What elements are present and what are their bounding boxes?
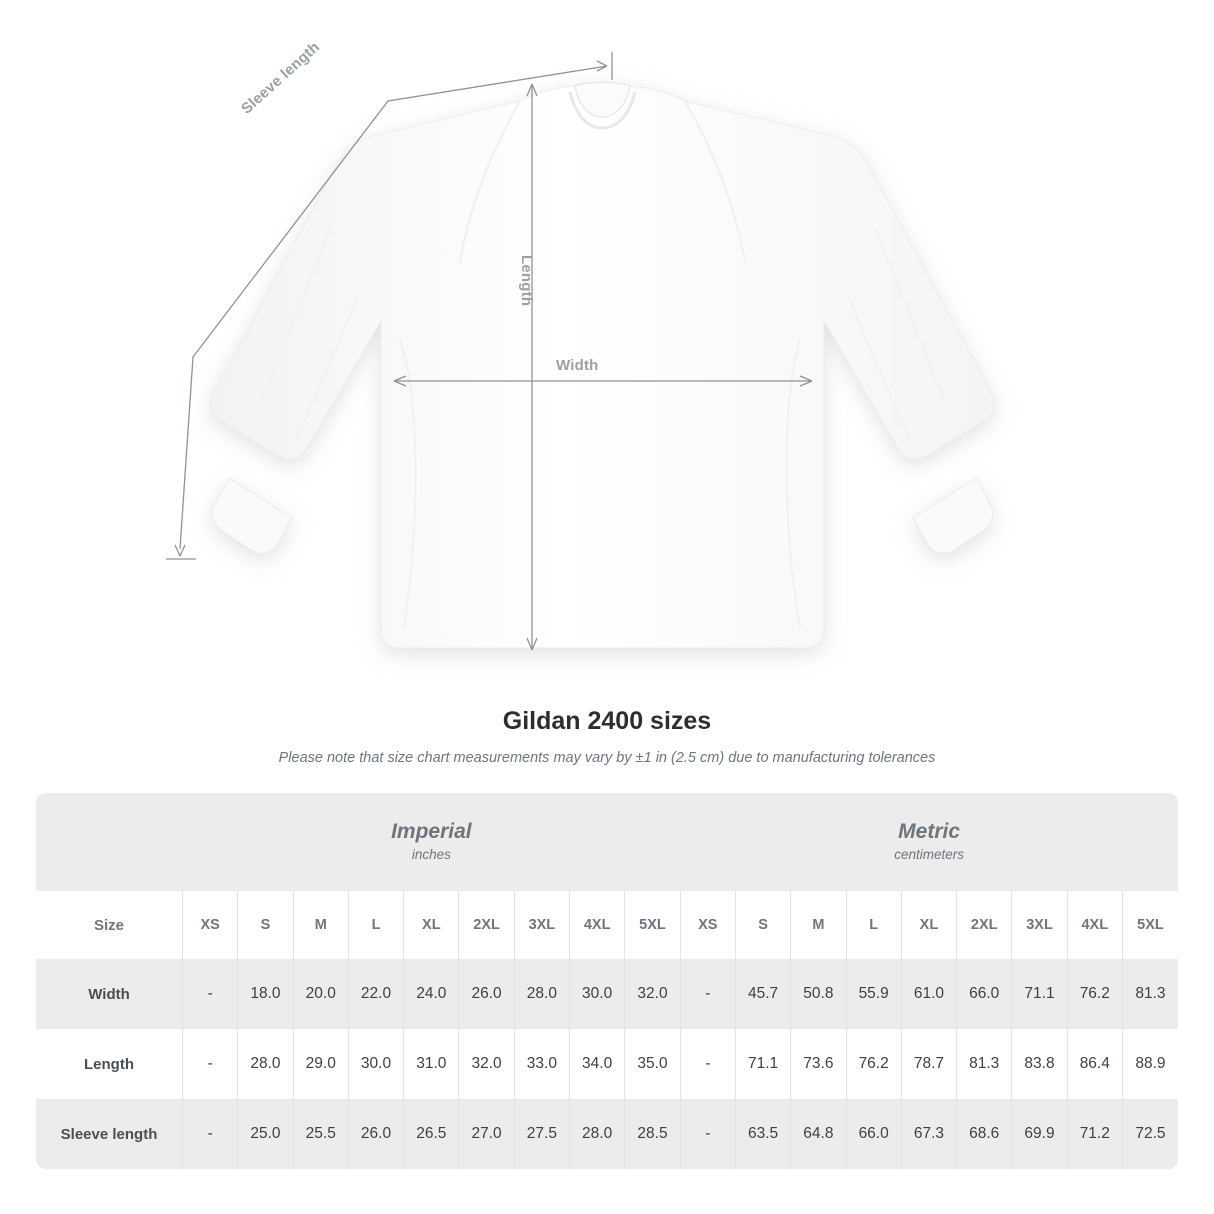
size-header-imperial-xl: XL (404, 891, 459, 959)
sleeve-length-label: Sleeve length (238, 38, 324, 118)
cell-width-metric-xl: 61.0 (901, 959, 956, 1029)
cell-sleeve-imperial-l: 26.0 (348, 1099, 403, 1169)
cell-width-metric-m: 50.8 (791, 959, 846, 1029)
size-header-imperial-3xl: 3XL (514, 891, 569, 959)
cell-length-imperial-4xl: 34.0 (570, 1029, 625, 1099)
size-header-imperial-s: S (238, 891, 293, 959)
title-block (0, 705, 1214, 767)
cell-width-imperial-5xl: 32.0 (625, 959, 680, 1029)
cell-sleeve-metric-xl: 67.3 (901, 1099, 956, 1169)
size-header-metric-xl: XL (901, 891, 956, 959)
cell-length-imperial-xs: - (183, 1029, 238, 1099)
unit-imperial-sub: inches (411, 847, 451, 862)
row-label-length: Length (36, 1029, 183, 1099)
unit-metric-name: Metric (898, 820, 961, 843)
cell-length-metric-m: 73.6 (791, 1029, 846, 1099)
size-header-metric-l: L (846, 891, 901, 959)
size-header-imperial-m: M (293, 891, 348, 959)
size-chart-table (36, 793, 1178, 1169)
cell-sleeve-imperial-m: 25.5 (293, 1099, 348, 1169)
unit-imperial-cell (183, 793, 681, 891)
unit-metric-cell (680, 793, 1178, 891)
cell-width-metric-4xl: 76.2 (1067, 959, 1122, 1029)
cell-width-metric-3xl: 71.1 (1012, 959, 1067, 1029)
cell-length-imperial-2xl: 32.0 (459, 1029, 514, 1099)
cell-sleeve-imperial-5xl: 28.5 (625, 1099, 680, 1169)
cell-sleeve-imperial-3xl: 27.5 (514, 1099, 569, 1169)
cell-length-metric-4xl: 86.4 (1067, 1029, 1122, 1099)
cell-length-metric-xl: 78.7 (901, 1029, 956, 1099)
size-header-row (36, 891, 1178, 959)
cell-width-metric-l: 55.9 (846, 959, 901, 1029)
cell-sleeve-metric-m: 64.8 (791, 1099, 846, 1169)
cell-sleeve-metric-4xl: 71.2 (1067, 1099, 1122, 1169)
cell-width-imperial-l: 22.0 (348, 959, 403, 1029)
units-corner-cell (36, 793, 183, 891)
cell-length-imperial-s: 28.0 (238, 1029, 293, 1099)
cell-length-metric-2xl: 81.3 (957, 1029, 1012, 1099)
size-header-imperial-xs: XS (183, 891, 238, 959)
cell-width-metric-5xl: 81.3 (1122, 959, 1178, 1029)
cell-length-imperial-3xl: 33.0 (514, 1029, 569, 1099)
cell-sleeve-metric-s: 63.5 (735, 1099, 790, 1169)
cell-width-metric-2xl: 66.0 (957, 959, 1012, 1029)
cell-length-metric-s: 71.1 (735, 1029, 790, 1099)
page-title: Gildan 2400 sizes (502, 707, 712, 735)
cell-length-imperial-l: 30.0 (348, 1029, 403, 1099)
size-header-metric-4xl: 4XL (1067, 891, 1122, 959)
size-header-imperial-l: L (348, 891, 403, 959)
cell-width-imperial-m: 20.0 (293, 959, 348, 1029)
table-row-width (36, 959, 1178, 1029)
size-header-metric-5xl: 5XL (1122, 891, 1178, 959)
cell-length-imperial-m: 29.0 (293, 1029, 348, 1099)
cell-width-imperial-s: 18.0 (238, 959, 293, 1029)
size-header-imperial-5xl: 5XL (625, 891, 680, 959)
cell-sleeve-metric-2xl: 68.6 (957, 1099, 1012, 1169)
cell-sleeve-metric-3xl: 69.9 (1012, 1099, 1067, 1169)
cell-width-metric-s: 45.7 (735, 959, 790, 1029)
table-row-length (36, 1029, 1178, 1099)
length-label: Length (518, 255, 535, 307)
size-header-metric-xs: XS (680, 891, 735, 959)
cell-width-metric-xs: - (680, 959, 735, 1029)
units-header-row (36, 793, 1178, 891)
size-header-imperial-2xl: 2XL (459, 891, 514, 959)
cell-sleeve-imperial-4xl: 28.0 (570, 1099, 625, 1169)
cell-sleeve-metric-5xl: 72.5 (1122, 1099, 1178, 1169)
size-header-metric-3xl: 3XL (1012, 891, 1067, 959)
row-label-sleeve-length: Sleeve length (36, 1099, 183, 1169)
size-label-cell: Size (36, 891, 183, 959)
width-label: Width (556, 357, 599, 374)
cell-length-metric-5xl: 88.9 (1122, 1029, 1178, 1099)
unit-imperial-name: Imperial (391, 820, 472, 843)
cell-sleeve-imperial-s: 25.0 (238, 1099, 293, 1169)
cell-length-metric-xs: - (680, 1029, 735, 1099)
cell-length-imperial-5xl: 35.0 (625, 1029, 680, 1099)
cell-width-imperial-3xl: 28.0 (514, 959, 569, 1029)
cell-sleeve-imperial-xl: 26.5 (404, 1099, 459, 1169)
table-row-sleeve-length (36, 1099, 1178, 1169)
size-table (36, 793, 1178, 1169)
size-header-metric-m: M (791, 891, 846, 959)
row-label-width: Width (36, 959, 183, 1029)
cell-length-imperial-xl: 31.0 (404, 1029, 459, 1099)
size-header-imperial-4xl: 4XL (570, 891, 625, 959)
cell-length-metric-l: 76.2 (846, 1029, 901, 1099)
tolerance-note: Please note that size chart measurements may vary by ±1 in (2.5 cm) due to manufacturing tolerances (278, 750, 936, 766)
cell-sleeve-metric-xs: - (680, 1099, 735, 1169)
cell-sleeve-imperial-2xl: 27.0 (459, 1099, 514, 1169)
unit-metric-sub: centimeters (894, 847, 964, 862)
cell-sleeve-metric-l: 66.0 (846, 1099, 901, 1169)
cell-sleeve-imperial-xs: - (183, 1099, 238, 1169)
shirt-shape (211, 82, 995, 648)
cell-width-imperial-xl: 24.0 (404, 959, 459, 1029)
cell-width-imperial-2xl: 26.0 (459, 959, 514, 1029)
cell-length-metric-3xl: 83.8 (1012, 1029, 1067, 1099)
size-header-metric-s: S (735, 891, 790, 959)
size-header-metric-2xl: 2XL (957, 891, 1012, 959)
cell-width-imperial-xs: - (183, 959, 238, 1029)
cell-width-imperial-4xl: 30.0 (570, 959, 625, 1029)
